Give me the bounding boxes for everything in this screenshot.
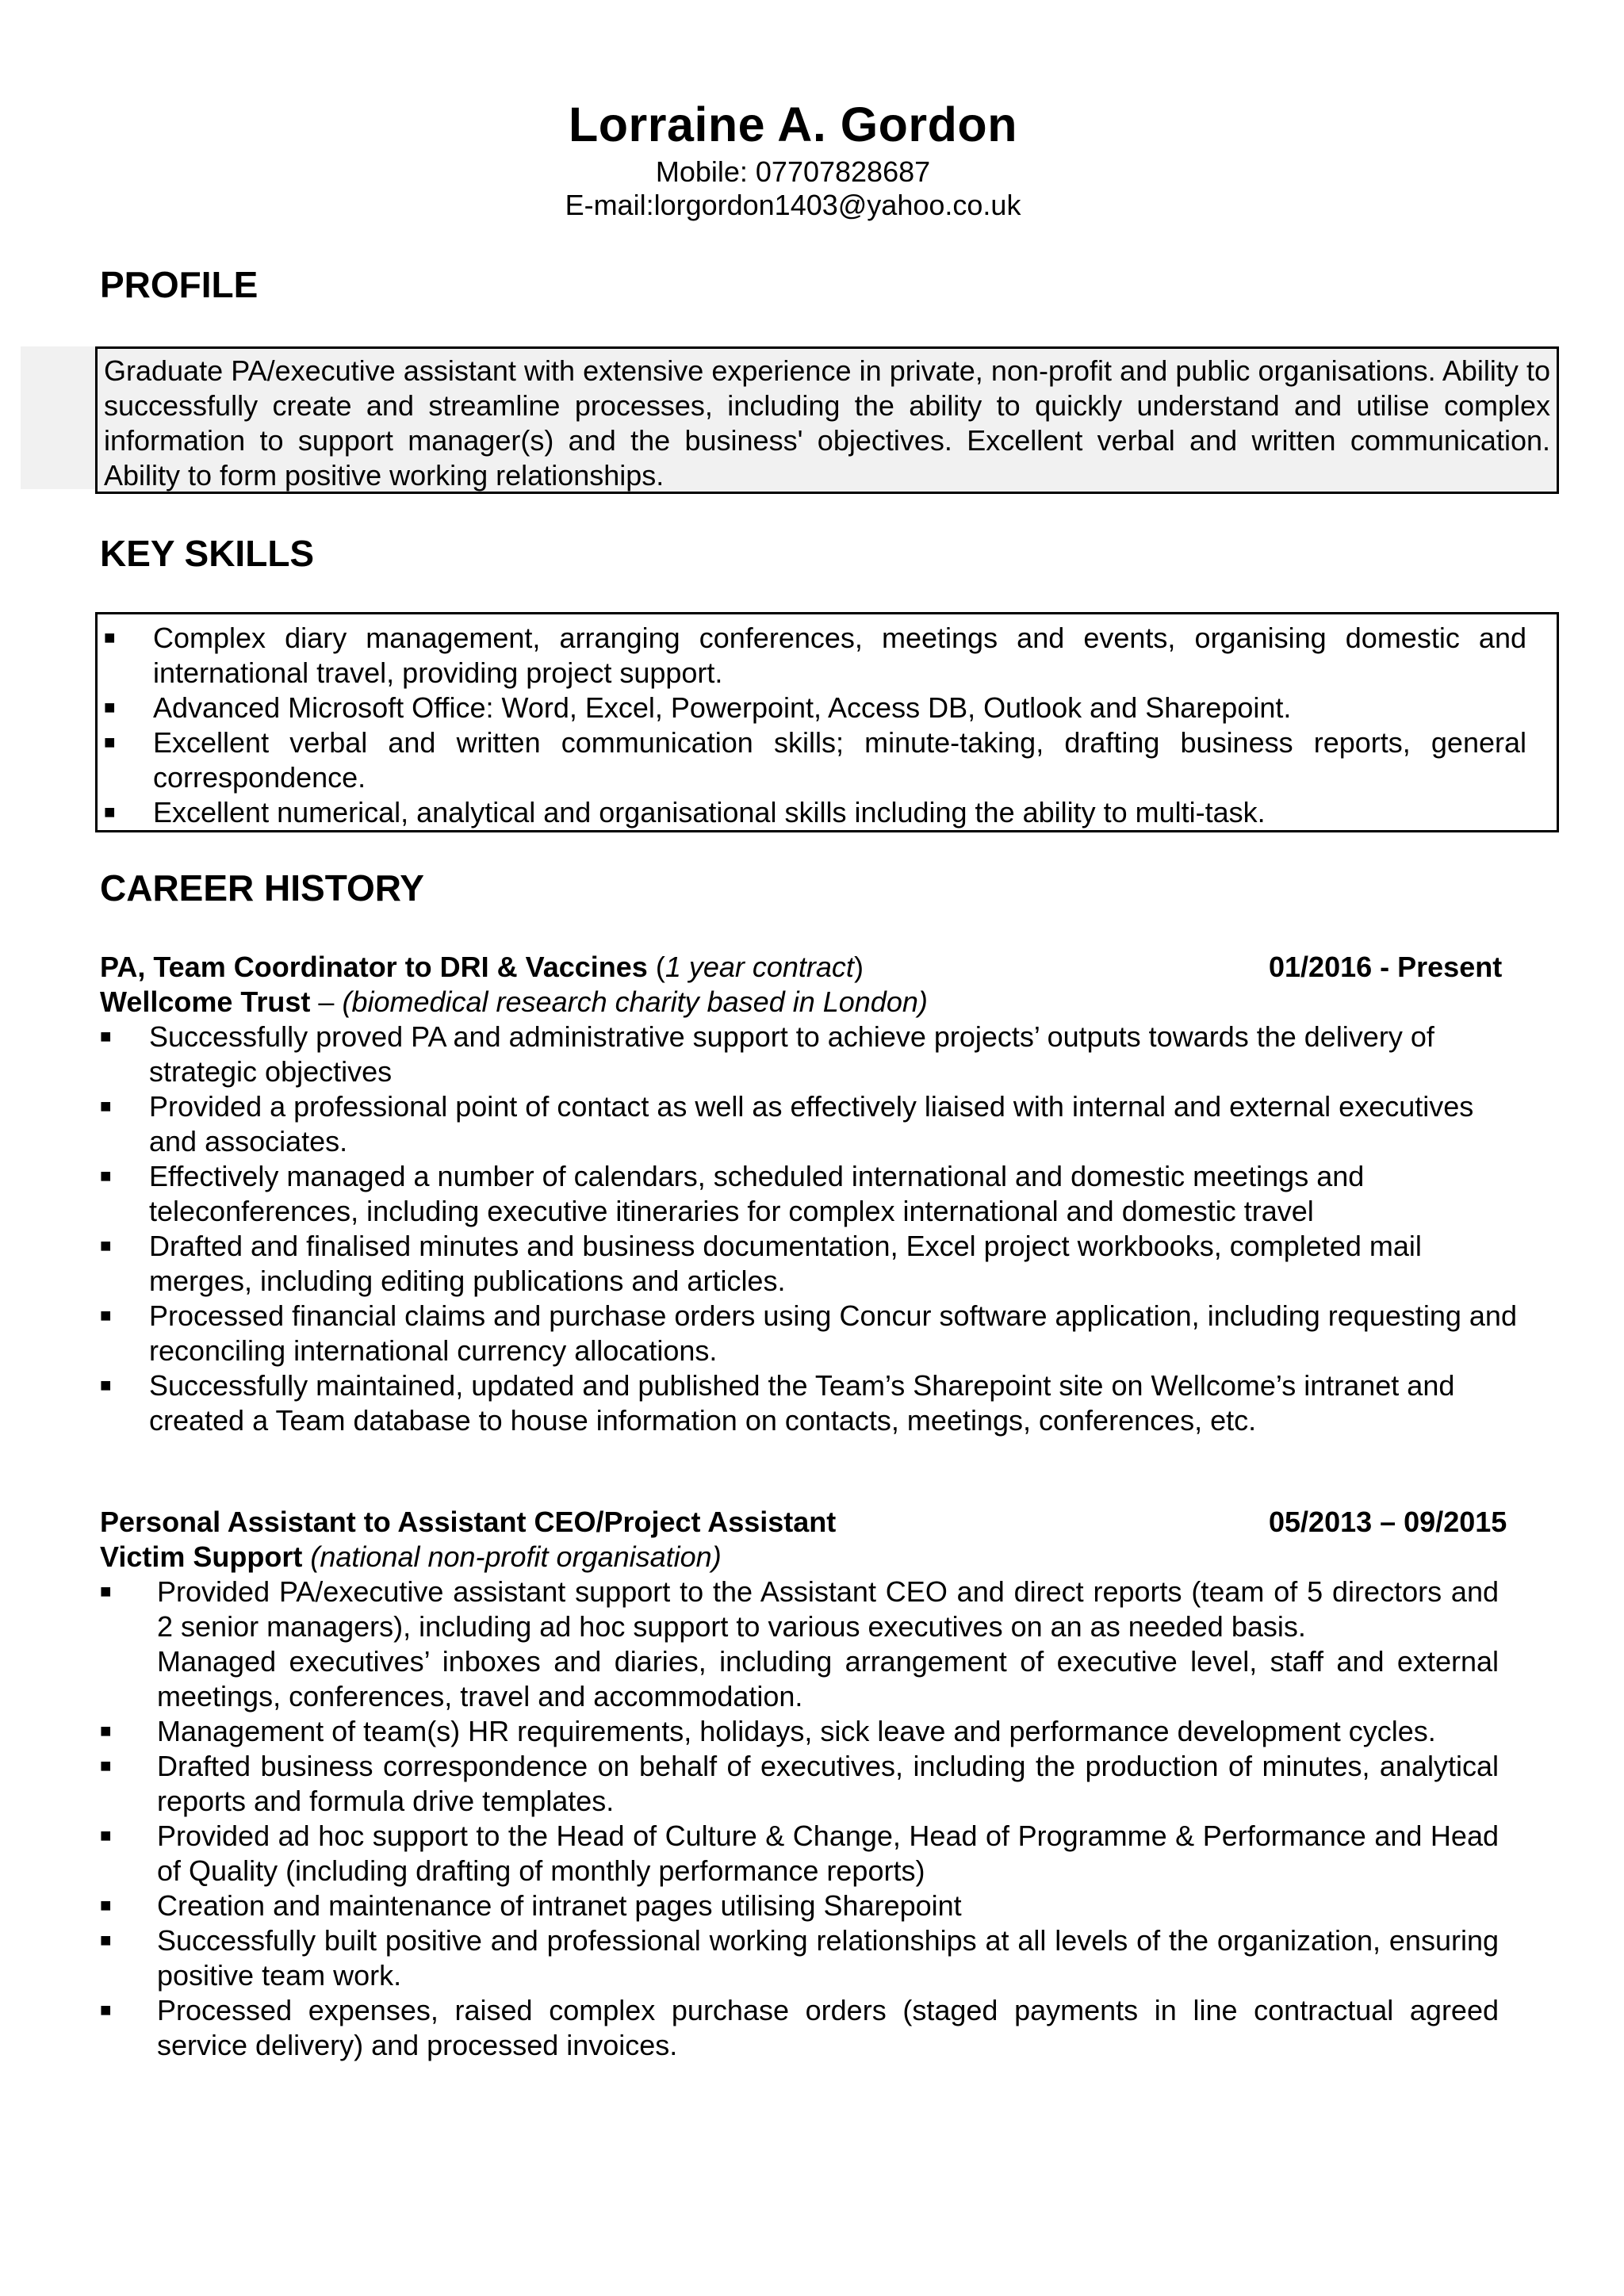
organisation-name: Victim Support — [100, 1540, 303, 1573]
skill-text: Advanced Microsoft Office: Word, Excel, Powerpoint, Access DB, Outlook and Sharepoint. — [153, 691, 1292, 724]
bullet-icon: ■ — [104, 732, 116, 753]
responsibility-text: Effectively managed a number of calendars, scheduled international and domestic meetings and teleconferences, including executive itineraries for complex international and domestic travel — [149, 1160, 1365, 1227]
list-item — [104, 691, 1526, 725]
career-entry-victim-support — [100, 1505, 1527, 2063]
profile-heading: PROFILE — [100, 264, 259, 305]
profile-shade — [21, 346, 97, 489]
list-item — [100, 1368, 1527, 1438]
responsibility-text: Processed expenses, raised complex purchase orders (staged payments in line contractual agreed service delivery) and processed invoices. — [157, 1994, 1499, 2061]
list-item — [100, 1575, 1499, 1644]
list-item-continuation — [100, 1644, 1499, 1714]
list-item — [104, 621, 1526, 691]
list-item — [100, 1993, 1499, 2063]
list-item — [100, 1020, 1527, 1089]
resume-header — [0, 94, 1586, 222]
profile-box — [95, 346, 1559, 494]
list-item — [100, 1159, 1527, 1229]
organisation-description: (biomedical research charity based in London) — [342, 985, 928, 1018]
role-header — [100, 1505, 1527, 1540]
role-dates: 01/2016 - Present — [1269, 951, 1503, 983]
email-address: E-mail:lorgordon1403@yahoo.co.uk — [565, 189, 1021, 221]
role-title: PA, Team Coordinator to DRI & Vaccines — [100, 951, 648, 983]
list-item — [100, 1819, 1499, 1888]
bullet-icon: ■ — [100, 1096, 112, 1117]
organisation-line — [100, 1540, 1527, 1575]
bullet-icon: ■ — [100, 1235, 112, 1257]
role-note: 1 year contract — [665, 951, 854, 983]
bullet-icon: ■ — [100, 1720, 112, 1742]
responsibility-text: Processed financial claims and purchase orders using Concur software application, including requesting and reconciling international currency allocations. — [149, 1299, 1517, 1367]
responsibility-text: Provided ad hoc support to the Head of Culture & Change, Head of Programme & Performance and Head of Quality (including drafting of monthly performance reports) — [157, 1820, 1499, 1887]
list-item — [100, 1229, 1527, 1299]
role-dates: 05/2013 – 09/2015 — [1269, 1506, 1507, 1538]
skill-text: Excellent verbal and written communication skills; minute-taking, drafting business reports, general correspondence. — [153, 726, 1526, 794]
list-item — [100, 1299, 1527, 1368]
responsibility-text: Provided a professional point of contact as well as effectively liaised with internal and external executives and associates. — [149, 1090, 1474, 1158]
responsibilities-list — [100, 1575, 1527, 2063]
list-item — [100, 1089, 1527, 1159]
responsibility-text: Drafted and finalised minutes and business documentation, Excel project workbooks, completed mail merges, including editing publications and articles. — [149, 1230, 1422, 1297]
responsibility-text: Successfully proved PA and administrative support to achieve projects’ outputs towards the delivery of strategic objectives — [149, 1020, 1434, 1088]
role-note-close: ) — [853, 951, 864, 983]
responsibility-text: Successfully built positive and professional working relationships at all levels of the organization, ensuring positive team work. — [157, 1924, 1499, 1992]
organisation-name: Wellcome Trust — [100, 985, 311, 1018]
bullet-icon: ■ — [100, 1165, 112, 1187]
responsibility-text: Drafted business correspondence on behalf of executives, including the production of minutes, analytical reports and formula drive templates. — [157, 1750, 1499, 1817]
bullet-icon: ■ — [100, 1930, 112, 1951]
list-item — [100, 1923, 1499, 1993]
list-item — [100, 1749, 1499, 1819]
bullet-icon: ■ — [100, 1895, 112, 1916]
responsibility-text: Managed executives’ inboxes and diaries, including arrangement of executive level, staff and external meetings, conferences, travel and accommodation. — [157, 1645, 1499, 1712]
organisation-line — [100, 985, 1527, 1020]
list-item — [100, 1714, 1499, 1749]
profile-text: Graduate PA/executive assistant with extensive experience in private, non-profit and public organisations. Ability to successfully create and streamline processes, including the ability to quickly understand and utilise complex information to support manager(s) and the business' objectives. Excellent verbal and written communication. Ability to form positive working relationships. — [104, 354, 1550, 492]
bullet-icon: ■ — [100, 1305, 112, 1326]
candidate-name: Lorraine A. Gordon — [569, 98, 1017, 151]
bullet-icon: ■ — [100, 1375, 112, 1396]
key-skills-list — [104, 621, 1526, 830]
bullet-icon: ■ — [100, 1825, 112, 1846]
role-header — [100, 950, 1527, 985]
list-item — [104, 725, 1526, 795]
key-skills-box — [95, 612, 1559, 832]
responsibility-text: Management of team(s) HR requirements, holidays, sick leave and performance development cycles. — [157, 1715, 1436, 1747]
responsibility-text: Provided PA/executive assistant support to the Assistant CEO and direct reports (team of 5 directors and 2 senior managers), including ad hoc support to various executives on an as needed basis. — [157, 1575, 1499, 1643]
bullet-icon: ■ — [104, 802, 116, 823]
responsibility-text: Successfully maintained, updated and published the Team’s Sharepoint site on Wellcome’s intranet and created a Team database to house information on contacts, meetings, conferences, etc. — [149, 1369, 1455, 1437]
bullet-icon: ■ — [104, 697, 116, 718]
career-entry-wellcome — [100, 950, 1527, 1438]
skill-text: Complex diary management, arranging conferences, meetings and events, organising domestic and international travel, providing project support. — [153, 622, 1526, 689]
bullet-icon: ■ — [100, 1755, 112, 1777]
role-note-open: ( — [647, 951, 665, 983]
bullet-icon: ■ — [100, 1999, 112, 2021]
career-history-heading: CAREER HISTORY — [100, 867, 424, 909]
list-item — [104, 795, 1526, 830]
skill-text: Excellent numerical, analytical and organisational skills including the ability to multi-task. — [153, 796, 1266, 828]
organisation-separator — [302, 1540, 310, 1573]
list-item — [100, 1888, 1499, 1923]
bullet-icon: ■ — [100, 1026, 112, 1047]
organisation-description: (national non-profit organisation) — [310, 1540, 722, 1573]
responsibilities-list — [100, 1020, 1527, 1438]
bullet-icon: ■ — [104, 627, 116, 649]
bullet-icon: ■ — [100, 1581, 112, 1602]
mobile-number: Mobile: 07707828687 — [655, 155, 931, 188]
key-skills-heading: KEY SKILLS — [100, 533, 315, 574]
role-title: Personal Assistant to Assistant CEO/Project Assistant — [100, 1506, 837, 1538]
responsibility-text: Creation and maintenance of intranet pages utilising Sharepoint — [157, 1889, 962, 1922]
organisation-separator: – — [310, 985, 343, 1018]
